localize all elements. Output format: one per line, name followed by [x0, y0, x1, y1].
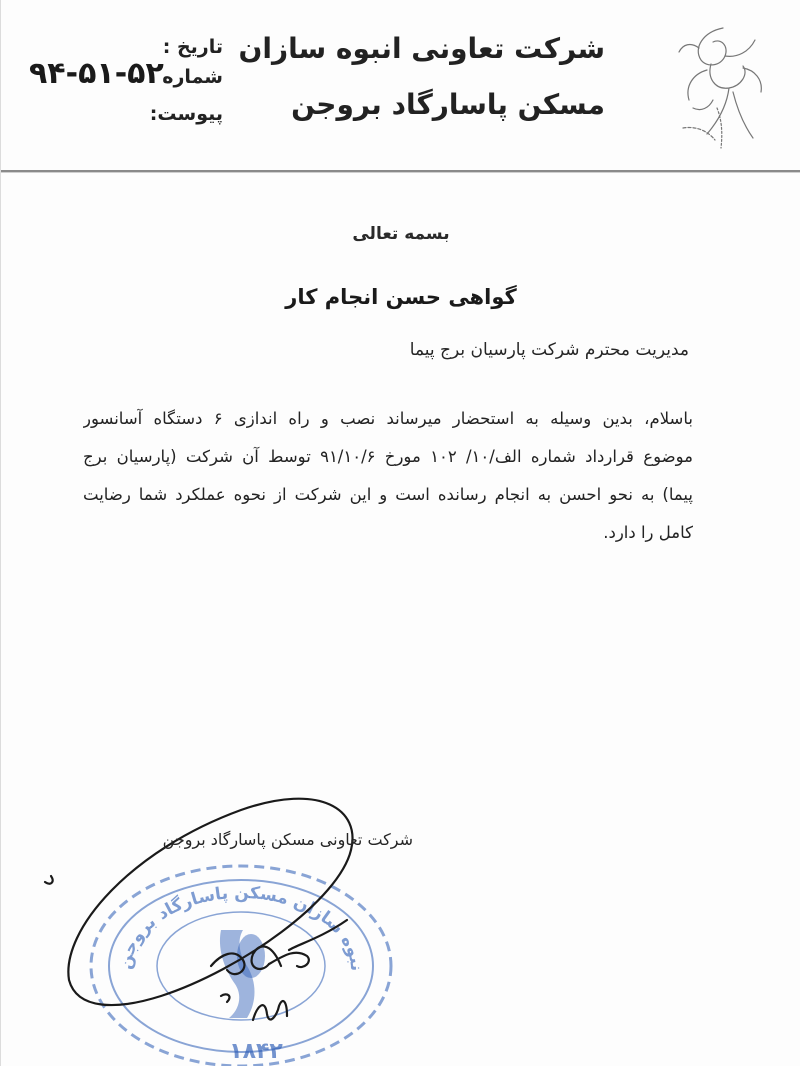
company-logo-icon [663, 8, 773, 158]
letterhead [1, 0, 800, 172]
seal-stamp-icon [21, 770, 441, 1066]
body-line-4: کامل را دارد. [603, 523, 693, 542]
letter-body [83, 400, 693, 552]
body-line-1: باسلام، بدین وسیله به استحضار میرساند نصب و راه اندازی ۶ دستگاه آسانسور [83, 409, 693, 428]
header-divider [1, 170, 800, 172]
date-label: تاریخ : [162, 36, 223, 58]
company-name-line-2: مسکن پاسارگاد بروجن [291, 88, 605, 121]
body-line-3: پیما) به نحو احسن به انجام رسانده است و این شرکت از نحوه عملکرد شما رضایت [83, 485, 693, 504]
addressee: مدیریت محترم شرکت پارسیان برج پیما [409, 340, 689, 360]
number-label: شماره : [148, 66, 223, 88]
stamp-ring-text: نبوه سازان مسکن پاسارگاد بروجن [115, 882, 367, 972]
attachment-label: پیوست: [149, 103, 223, 125]
body-line-2: موضوع قرارداد شماره الف/۱۰/ ۱۰۲ مورخ ۹۱/۱۰/۶ توسط آن شرکت (پارسیان برج [83, 447, 693, 466]
letter-title: گواهی حسن انجام کار [285, 285, 517, 309]
reference-number: ۹۴-۵۱-۵۲ [29, 56, 164, 91]
invocation: بسمه تعالی [352, 224, 450, 244]
signature-company: شرکت تعاونی مسکن پاسارگاد بروجن [162, 830, 413, 849]
company-name-line-1: شرکت تعاونی انبوه سازان [238, 32, 605, 65]
official-stamp [21, 770, 441, 1066]
stamp-registration-number: ۱۸۴۲ [229, 1039, 283, 1064]
